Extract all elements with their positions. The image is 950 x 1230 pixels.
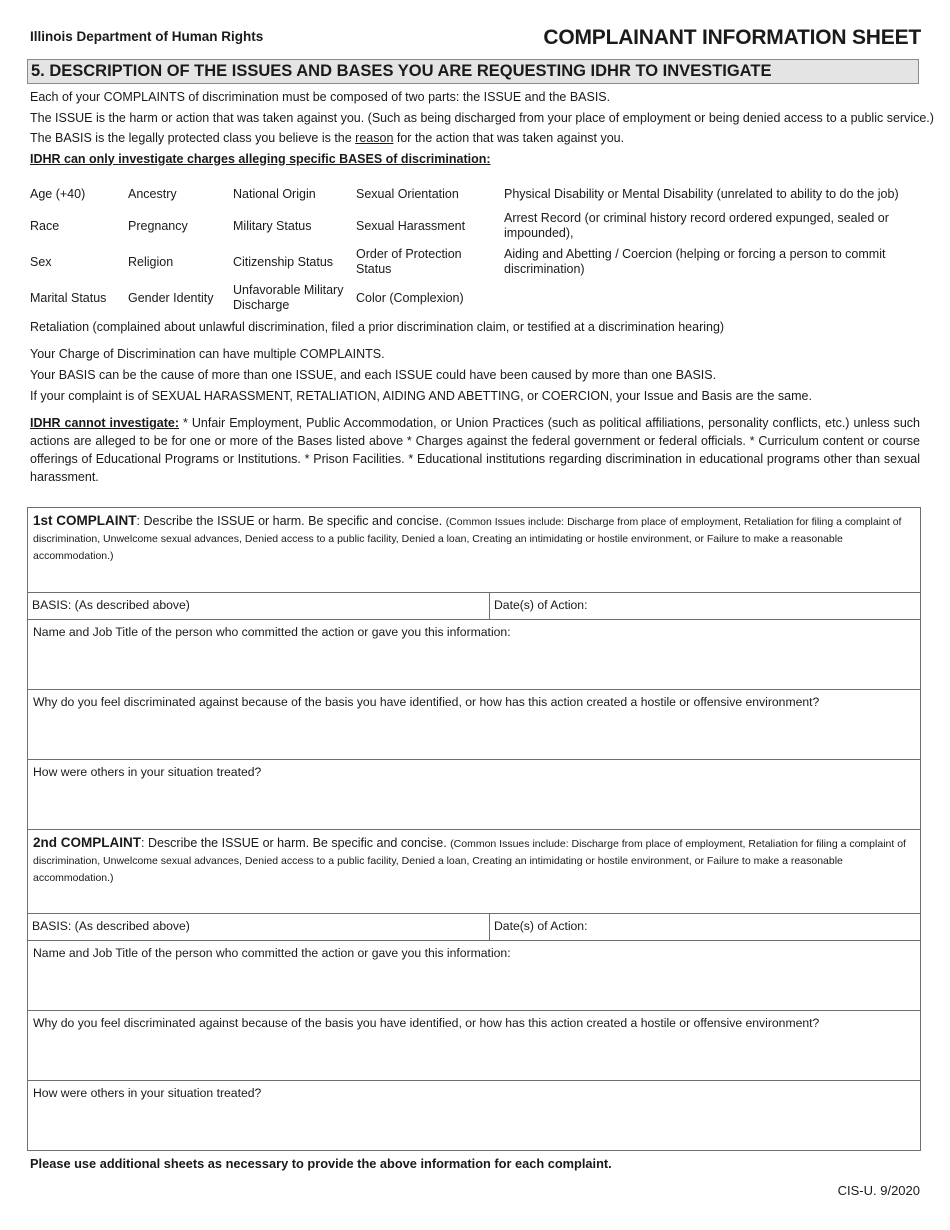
basis-cell: Marital Status: [30, 290, 107, 305]
complaint-2-date-label: Date(s) of Action:: [494, 919, 588, 933]
complaint-1-date-field[interactable]: [489, 593, 920, 620]
complaint-1-date-label: Date(s) of Action:: [494, 598, 588, 612]
basis-cell: Citizenship Status: [233, 254, 334, 269]
complaint-1-describe: : Describe the ISSUE or harm. Be specific and concise.: [136, 514, 446, 528]
intro-line: The ISSUE is the harm or action that was taken against you. (Such as being discharged from your place of employment or being denied access to a public service.): [30, 110, 934, 125]
complaint-1-heading: [33, 513, 920, 564]
complaint-1-issue-field[interactable]: [28, 508, 920, 593]
basis-cell: Color (Complexion): [356, 290, 464, 305]
complaint-2-basis-field[interactable]: [28, 914, 489, 941]
complaint-2-describe: : Describe the ISSUE or harm. Be specific and concise.: [141, 836, 451, 850]
basis-cell: Sex: [30, 254, 52, 269]
basis-cell: Aiding and Abetting / Coercion (helping or forcing a person to commit discrimination): [504, 247, 886, 276]
complaint-1-basis-label: BASIS: (As described above): [32, 598, 190, 612]
bases-table: [24, 180, 936, 316]
basis-cell: Order of Protection Status: [356, 247, 462, 276]
complaint-form: [27, 507, 921, 1151]
complaint-1-others-field[interactable]: [28, 759, 920, 829]
complaint-1-why-label: Why do you feel discriminated against because of the basis you have identified, or how has this action created a hostile or offensive environment?: [33, 695, 820, 709]
complaint-1-title: 1st COMPLAINT: [33, 513, 137, 528]
bases-row: [24, 208, 936, 244]
bases-row: [24, 244, 936, 280]
section-heading: 5. DESCRIPTION OF THE ISSUES AND BASES YOU ARE REQUESTING IDHR TO INVESTIGATE: [27, 59, 919, 84]
complaint-2-why-label: Why do you feel discriminated against because of the basis you have identified, or how has this action created a hostile or offensive environment?: [33, 1016, 820, 1030]
note-line: Your Charge of Discrimination can have multiple COMPLAINTS.: [30, 347, 385, 361]
cannot-investigate-text: * Unfair Employment, Public Accommodation, or Union Practices (such as political affiliations, personality conflicts, etc.) unless such actions are alleged to be for one or more of the Bases listed above * Charges against the federal government or federal officials. * Curriculum content or course offerings of Educational Programs or Institutions. * Prison Facilities. * Educational institutions regarding discrimination in educational programs other than sexual harassment.: [30, 416, 921, 484]
basis-cell: Arrest Record (or criminal history record ordered expunged, sealed or impounded),: [504, 211, 889, 240]
complaint-2-others-field[interactable]: [28, 1080, 920, 1150]
basis-cell: Ancestry: [128, 186, 177, 201]
basis-cell: Age (+40): [30, 186, 86, 201]
complaint-2-others-label: How were others in your situation treated?: [33, 1086, 262, 1100]
basis-cell: Military Status: [233, 218, 312, 233]
notes: [30, 344, 812, 406]
intro-text-part: The BASIS is the legally protected class you believe is the: [30, 131, 356, 145]
sheet-title: COMPLAINANT INFORMATION SHEET: [543, 26, 921, 49]
basis-cell: Pregnancy: [128, 218, 188, 233]
basis-cell: Race: [30, 218, 60, 233]
cannot-investigate: [30, 414, 920, 486]
complaint-2-basis-label: BASIS: (As described above): [32, 919, 190, 933]
complaint-2-title: 2nd COMPLAINT: [33, 835, 141, 850]
complaint-2-why-field[interactable]: [28, 1010, 920, 1080]
intro-bases-heading: IDHR can only investigate charges alleging specific BASES of discrimination:: [30, 151, 491, 166]
complaint-1-others-label: How were others in your situation treated?: [33, 765, 262, 779]
basis-cell: Religion: [128, 254, 174, 269]
complaint-2-date-field[interactable]: [489, 914, 920, 941]
basis-cell: Sexual Harassment: [356, 218, 466, 233]
agency-name: Illinois Department of Human Rights: [30, 29, 264, 44]
note-line: Your BASIS can be the cause of more than one ISSUE, and each ISSUE could have been caused by more than one BASIS.: [30, 367, 717, 382]
retaliation-basis: Retaliation (complained about unlawful discrimination, filed a prior discrimination claim, or testified at a discrimination hearing): [30, 320, 725, 334]
intro-text-part: for the action that was taken against you.: [393, 131, 625, 145]
complaint-1-name-field[interactable]: [28, 619, 920, 689]
basis-cell: Physical Disability or Mental Disability (unrelated to ability to do the job): [504, 186, 899, 201]
basis-cell: [498, 280, 936, 316]
footer-note: Please use additional sheets as necessary to provide the above information for each complaint.: [30, 1156, 612, 1171]
intro-line: [30, 128, 930, 149]
complaint-2-heading: [33, 835, 920, 886]
form-code: CIS-U. 9/2020: [837, 1183, 920, 1198]
note-line: If your complaint is of SEXUAL HARASSMENT, RETALIATION, AIDING AND ABETTING, or COERCION, your Issue and Basis are the same.: [30, 388, 812, 403]
complaint-2-name-label: Name and Job Title of the person who committed the action or gave you this information:: [33, 946, 511, 960]
intro-underlined-word: reason: [355, 131, 394, 145]
complaint-2-name-field[interactable]: [28, 940, 920, 1010]
bases-row: [24, 280, 936, 316]
complaint-1-why-field[interactable]: [28, 689, 920, 759]
complaint-2-issue-field[interactable]: [28, 829, 920, 914]
basis-cell: Unfavorable Military Discharge: [233, 283, 344, 312]
complaint-2-basis-row: [28, 913, 920, 941]
cannot-investigate-label: IDHR cannot investigate:: [30, 416, 179, 430]
basis-cell: Gender Identity: [128, 290, 214, 305]
complaint-1-common-issues: (Common Issues include: Discharge from place of employment, Retaliation for filing a complaint of discrimination, Unwelcome sexual advances, Denied access to a public facility, Denied a loan, Creating an intimidating or hostile environment, or Failure to make a reasonable accommodation.): [33, 516, 902, 562]
basis-cell: National Origin: [233, 186, 316, 201]
page-header: [30, 26, 921, 54]
intro-text: [30, 87, 934, 169]
basis-cell: Sexual Orientation: [356, 186, 459, 201]
complaint-1-basis-row: [28, 592, 920, 620]
bases-row: [24, 180, 936, 208]
complaint-1-basis-field[interactable]: [28, 593, 489, 620]
complaint-1-name-label: Name and Job Title of the person who committed the action or gave you this information:: [33, 625, 511, 639]
complaint-2-common-issues: (Common Issues include: Discharge from place of employment, Retaliation for filing a complaint of discrimination, Unwelcome sexual advances, Denied access to a public facility, Denied a loan, Creating an intimidating or hostile environment, or Failure to make a reasonable accommodation.): [33, 838, 906, 884]
intro-line: Each of your COMPLAINTS of discrimination must be composed of two parts: the ISSUE and the BASIS.: [30, 90, 611, 104]
